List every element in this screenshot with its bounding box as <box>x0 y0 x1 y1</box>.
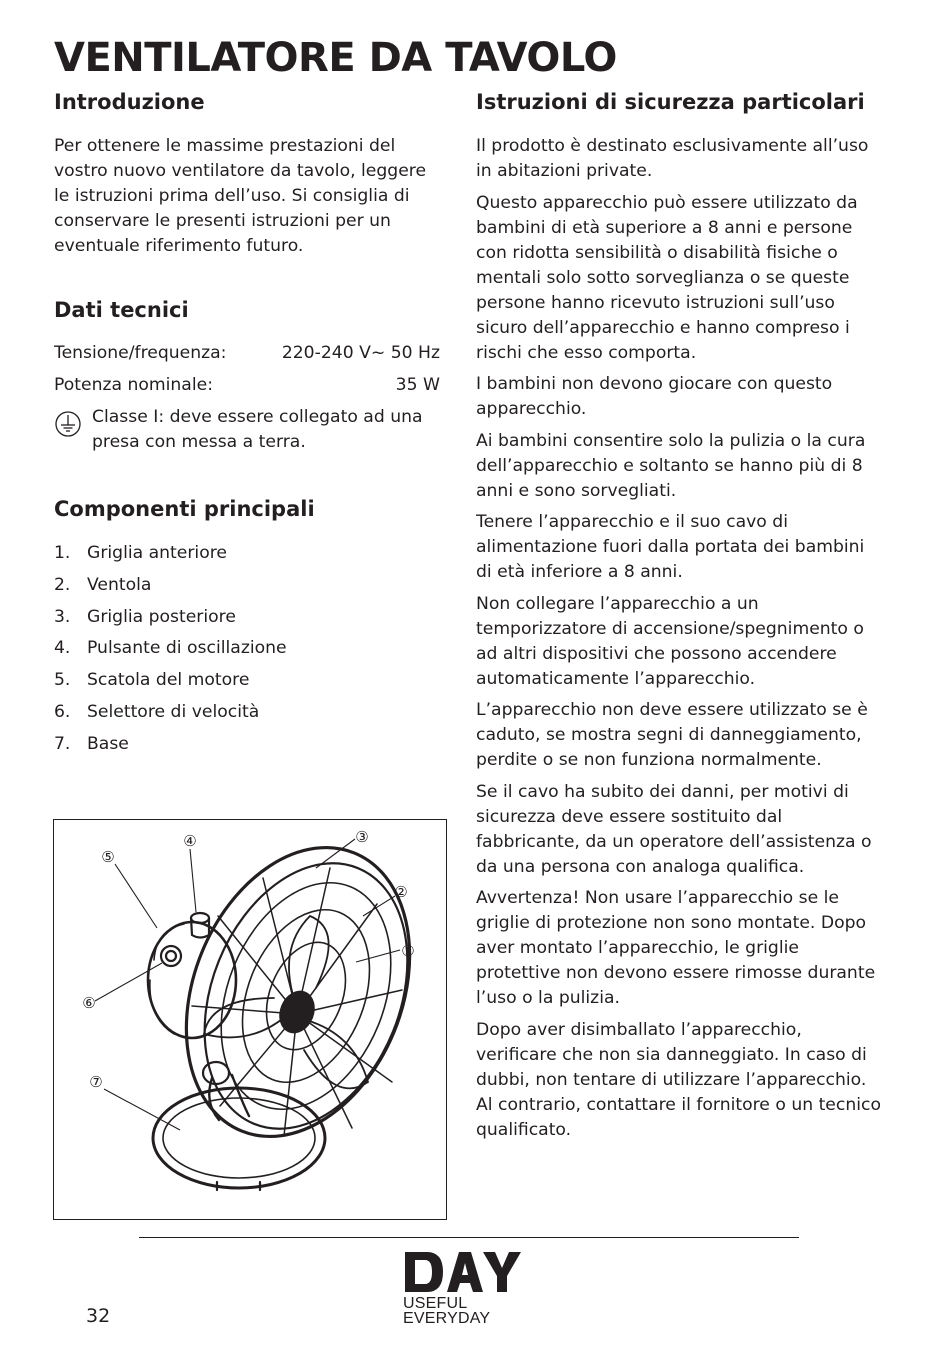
safety-heading: Istruzioni di sicurezza particolari <box>476 90 865 114</box>
class-note <box>54 405 440 455</box>
brand-logo <box>403 1250 533 1328</box>
safety-paragraph: Tenere l’apparecchio e il suo cavo di alimentazione fuori dalla portata dei bambini di età inferiore a 8 anni. <box>476 512 865 582</box>
intro-heading: Introduzione <box>54 90 205 114</box>
specs-heading: Dati tecnici <box>54 298 189 322</box>
callout-5: ⑤ <box>101 848 115 866</box>
safety-paragraph: Il prodotto è destinato esclusivamente all’uso in abitazioni private. <box>476 136 869 181</box>
fan-illustration <box>54 820 447 1220</box>
safety-paragraph: Non collegare l’apparecchio a un temporizzatore di accensione/spegnimento o ad altri dispositivi che possono accendere automaticamente l’apparecchio. <box>476 593 864 689</box>
components-heading: Componenti principali <box>54 497 315 521</box>
callout-4: ④ <box>183 832 197 850</box>
safety-paragraph: Avvertenza! Non usare l’apparecchio se le griglie di protezione non sono montate. Dopo aver montato l’apparecchio, le griglie protettive non devono essere rimosse durante l’uso o la pulizia. <box>476 888 876 1008</box>
spec-row-power <box>54 373 440 398</box>
safety-paragraph: Dopo aver disimballato l’apparecchio, verificare che non sia danneggiato. In caso di dubbi, non tentare di utilizzare l’apparecchio. Al contrario, contattare il fornitore o un tecnico qualificato. <box>476 1019 881 1140</box>
logo-line-1: USEFUL <box>403 1295 468 1312</box>
safety-paragraph: Questo apparecchio può essere utilizzato da bambini di età superiore a 8 anni e persone con ridotta sensibilità o disabilità fisiche o mentali solo sotto sorveglianza o se queste persone hanno ricevuto istruzioni sull’uso sicuro dell’apparecchio e hanno compreso i rischi che esso comporta. <box>476 192 858 363</box>
safety-paragraph: Ai bambini consentire solo la pulizia o la cura dell’apparecchio e soltanto se hanno più di 8 anni e sono sorvegliati. <box>476 430 866 501</box>
list-item: 6. Selettore di velocità <box>54 701 260 722</box>
spec-value: 35 W <box>395 375 440 395</box>
page-number: 32 <box>86 1305 111 1327</box>
safety-paragraph: L’apparecchio non deve essere utilizzato se è caduto, se mostra segni di danneggiamento, perdite o se non funziona normalmente. <box>476 700 868 770</box>
list-item: 5. Scatola del motore <box>54 670 250 691</box>
safety-instructions <box>476 134 881 1143</box>
right-column <box>476 88 881 1149</box>
list-item: 7. Base <box>54 733 129 754</box>
spec-label: Potenza nominale: <box>54 375 213 395</box>
day-logo-mark <box>403 1250 523 1294</box>
page-title: VENTILATORE DA TAVOLO <box>54 35 617 81</box>
callout-2: ② <box>394 883 408 901</box>
protective-earth-icon <box>54 410 82 438</box>
intro-text: Per ottenere le massime prestazioni del vostro nuovo ventilatore da tavolo, leggere le istruzioni prima dell’uso. Si consiglia di conservare le presenti istruzioni per un eventuale riferimento futuro. <box>54 136 427 256</box>
list-item: 2. Ventola <box>54 574 152 595</box>
list-item: 3. Griglia posteriore <box>54 606 236 627</box>
list-item: 1. Griglia anteriore <box>54 543 227 563</box>
spec-row-voltage <box>54 341 440 366</box>
components-list <box>54 541 440 757</box>
callout-3: ③ <box>355 828 369 846</box>
logo-line-2: EVERYDAY <box>403 1310 491 1327</box>
callout-7: ⑦ <box>89 1073 103 1091</box>
spec-value: 220-240 V~ 50 Hz <box>281 343 440 363</box>
callout-1: ① <box>401 942 415 960</box>
fan-diagram <box>53 819 447 1220</box>
left-column <box>54 88 440 764</box>
list-item: 4. Pulsante di oscillazione <box>54 638 287 659</box>
safety-paragraph: Se il cavo ha subito dei danni, per motivi di sicurezza deve essere sostituito dal fabbricante, da un operatore dell’assistenza o da una persona con analoga qualifica. <box>476 781 872 877</box>
class-note-text: Classe I: deve essere collegato ad una presa con messa a terra. <box>92 407 423 452</box>
callout-6: ⑥ <box>82 994 96 1012</box>
safety-paragraph: I bambini non devono giocare con questo apparecchio. <box>476 374 833 419</box>
footer-divider <box>139 1237 799 1238</box>
spec-label: Tensione/frequenza: <box>54 343 227 363</box>
